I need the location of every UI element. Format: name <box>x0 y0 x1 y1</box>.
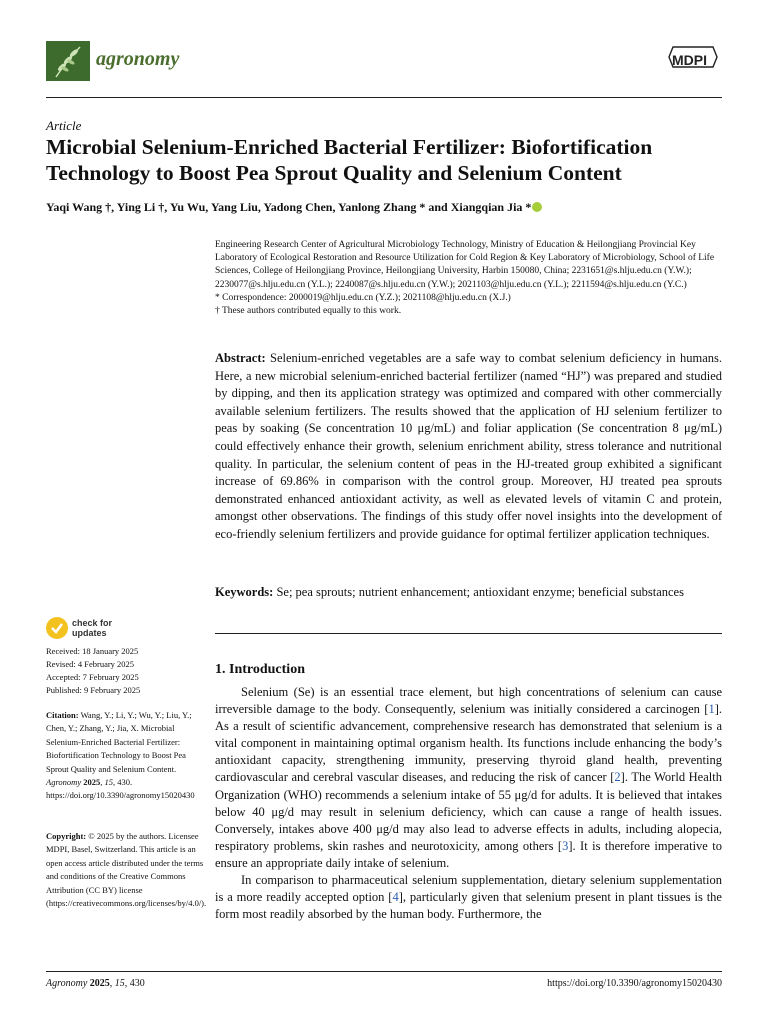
citation-text: Wang, Y.; Li, Y.; Wu, Y.; Liu, Y.; Chen, Y.; Zhang, Y.; Jia, X. Microbial Selenium-Enriched Bacterial Fertilizer: Biofortification Technology to Boost Pea Sprout Quality and Selenium Content. <box>46 710 192 774</box>
check-updates-icon <box>46 617 68 639</box>
footer-citation: Agronomy 2025, 15, 430 <box>46 978 145 989</box>
abstract-label: Abstract: <box>215 351 266 365</box>
footer-year: 2025 <box>89 978 110 989</box>
author-names: Yaqi Wang †, Ying Li †, Yu Wu, Yang Liu, Yadong Chen, Yanlong Zhang * and Xiangqian Jia * <box>46 200 532 214</box>
footer-volume: 15 <box>114 978 125 989</box>
abstract <box>215 350 722 544</box>
correspondence: * Correspondence: 2000019@hlju.edu.cn (Y.Z.); 2021108@hlju.edu.cn (X.J.) <box>215 292 511 303</box>
abstract-text: Selenium-enriched vegetables are a safe way to combat selenium deficiency in humans. Here, a new microbial selenium-enriched bacterial fertilizer (named “HJ”) was prepared and studied by dipping, and then its application strategy was optimized and compared with other commercially available selenium fertilizers. The results showed that the application of HJ selenium fertilizer to peas by soaking (Se concentration 10 μg/mL) and foliar application (Se concentration 8 μg/mL) could effectively enhance their growth, selenium enrichment ability, stress tolerance and nutritional quality. In particular, the selenium content of peas in the HJ-treated group exhibited a significant increase of 69.86% in comparison with the control group. Moreover, HJ treated pea sprouts demonstrated enhanced antioxidant activity, as well as elevated levels of vitamin C and protein, amongst other observations. The findings of this study offer novel insights into the development of eco-friendly selenium fertilizers and provide guidance for optimal fertilizer application techniques. <box>215 351 723 541</box>
copyright-text: © 2025 by the authors. Licensee MDPI, Basel, Switzerland. This article is an open access article distributed under the terms and conditions of the Creative Commons Attribution (CC BY) license (https://creativecommons.org/licenses/by/4.0/). <box>46 831 207 909</box>
copyright-label: Copyright: <box>46 831 87 841</box>
affiliations <box>215 239 725 318</box>
copyright-block <box>46 830 206 910</box>
author-list <box>46 200 542 215</box>
body-text <box>215 684 722 923</box>
paragraph: In comparison to pharmaceutical selenium supplementation, dietary selenium supplementation is a more readily accepted option [4], particularly given that selenium present in plant tissues is the form most readily absorbed by the human body. Furthermore, the <box>215 873 722 922</box>
check-for-updates-button[interactable] <box>46 617 166 641</box>
footer-rule <box>46 971 722 972</box>
keywords-label: Keywords: <box>215 585 274 599</box>
footer-page: 430 <box>129 978 145 989</box>
affiliation-text: Engineering Research Center of Agricultural Microbiology Technology, Ministry of Education & Heilongjiang Provincial Key Laboratory of Ecological Restoration and Resource Utilization for Cold Region & Key Laboratory of Microbiology, School of Life Sciences, College of Heilongjiang Province, Heilongjiang University, Harbin 150080, China; 2231651@s.hlju.edu.cn (Y.W.); 2230077@s.hlju.edu.cn (Y.L.); 2240087@s.hlju.edu.cn (Y.W.); 2021103@hlju.edu.cn (Y.L.); 2211594@s.hlju.edu.cn (Y.C.) <box>215 240 715 290</box>
section-title: 1. Introduction <box>215 662 305 677</box>
equal-contribution-note: † These authors contributed equally to this work. <box>215 306 402 317</box>
orcid-icon[interactable] <box>532 202 542 212</box>
section-rule <box>215 633 722 634</box>
updates-label-2: updates <box>72 628 107 638</box>
header-rule <box>46 97 722 98</box>
published-date: Published: 9 February 2025 <box>46 685 141 695</box>
publication-dates <box>46 645 206 697</box>
updates-label-1: check for <box>72 618 113 628</box>
citation-journal: Agronomy <box>46 777 82 788</box>
citation-year: 2025 <box>83 777 101 788</box>
citation-label: Citation: <box>46 710 79 720</box>
citation-block: Citation: Wang, Y.; Li, Y.; Wu, Y.; Liu, Y.; Chen, Y.; Zhang, Y.; Jia, X. Microbial Selenium-Enriched Bacterial Fertilizer: Biofortification Technology to Boost Pea Sprout Quality and Selenium Content. Agronomy 2025, 15, 430. https://doi.org/10.3390/agronomy15020430 <box>46 710 195 801</box>
citation-volume: 15 <box>104 777 113 788</box>
publisher-logo: MDPI <box>672 52 707 68</box>
citation-link[interactable]: 3 <box>562 838 569 853</box>
keywords-text: Se; pea sprouts; nutrient enhancement; antioxidant enzyme; beneficial substances <box>276 585 684 599</box>
citation-link[interactable]: 1 <box>708 702 715 717</box>
footer-doi-link[interactable]: https://doi.org/10.3390/agronomy15020430 <box>547 978 722 989</box>
received-date: Received: 18 January 2025 <box>46 646 139 656</box>
accepted-date: Accepted: 7 February 2025 <box>46 672 139 682</box>
footer-journal: Agronomy <box>46 978 88 989</box>
revised-date: Revised: 4 February 2025 <box>46 659 135 669</box>
journal-logo <box>46 41 90 81</box>
citation-link[interactable]: 2 <box>614 770 621 785</box>
citation-doi[interactable]: 430. https://doi.org/10.3390/agronomy15020430 <box>46 777 195 801</box>
journal-name: agronomy <box>96 48 180 70</box>
citation-link[interactable]: 4 <box>392 890 399 905</box>
article-type: Article <box>46 118 82 133</box>
keywords <box>215 584 722 601</box>
paragraph: Selenium (Se) is an essential trace element, but high concentrations of selenium can cause irreversible damage to the body. Consequently, selenium was initially considered a carcinogen [1]. As a result of scientific advancement, comprehensive research has demonstrated that selenium is a vital component in maintaining optimal organism health. Its functions include enhancing the body’s antioxidant capacity, strengthening immunity, preserving thyroid gland health, preventing cardiovascular and cerebral vascular diseases, and reducing the risk of cancer [2]. The World Health Organization (WHO) recommends a selenium intake of 55 μg/d for adults. It is believed that intakes below 40 μg/d may result in selenium deficiency, which can cause a range of health issues. Conversely, intakes above 400 μg/d may also lead to adverse effects in adults, including alopecia, respiratory problems, skin rashes and neurotoxicity, among others [3]. It is therefore imperative to ensure an appropriate daily intake of selenium. <box>215 685 723 870</box>
article-title: Microbial Selenium-Enriched Bacterial Fertilizer: Biofortification Technology to Boost Pea Sprout Quality and Selenium Content <box>46 135 653 185</box>
